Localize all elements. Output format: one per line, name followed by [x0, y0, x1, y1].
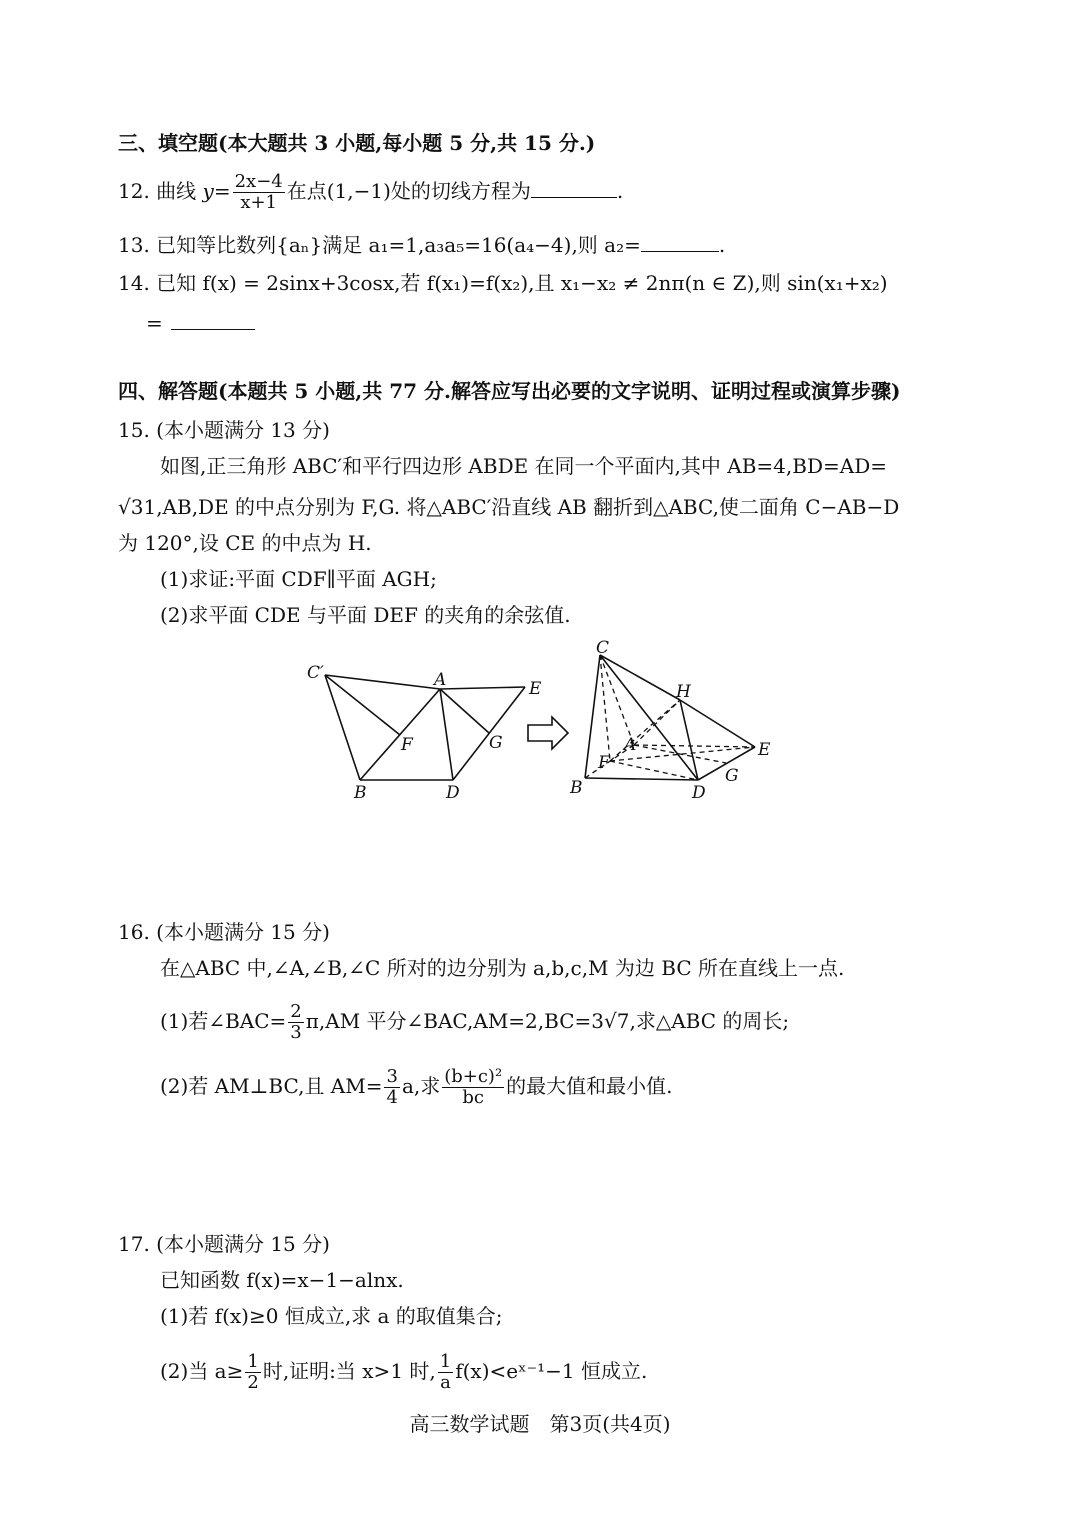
q17-subquestion-1: (1)若 f(x)≥0 恒成立,求 a 的取值集合;: [160, 1304, 503, 1328]
q17-s2-num: 1: [247, 1351, 259, 1372]
q17-title: 17. (本小题满分 15 分): [118, 1232, 330, 1256]
q17-subquestion-2: [160, 1352, 647, 1393]
q15-paragraph-3: 为 120°,设 CE 的中点为 H.: [118, 531, 372, 555]
q16-s2-num2: (b+c)²: [444, 1066, 503, 1087]
section3-header: 三、填空题(本大题共 3 小题,每小题 5 分,共 15 分.): [118, 131, 596, 155]
q16-s2-fraction-1: [384, 1067, 399, 1108]
q16-s2-pre: (2)若 AM⊥BC,且 AM=: [160, 1074, 383, 1098]
section4-header: 四、解答题(本题共 5 小题,共 77 分.解答应写出必要的文字说明、证明过程或演算步骤): [118, 379, 901, 403]
q13-end: .: [718, 233, 726, 257]
q16-s2-mid: a,求: [401, 1074, 441, 1098]
q17-s2-fraction-1: [245, 1352, 260, 1393]
q16-subquestion-2: [160, 1067, 673, 1108]
q12-answer-blank: [531, 179, 617, 198]
q16-s2-post: 的最大值和最小值.: [506, 1074, 673, 1098]
q17-s2-post: f(x)<eˣ⁻¹−1 恒成立.: [455, 1359, 648, 1383]
label-b-right: B: [570, 778, 583, 798]
q12-fraction: [233, 172, 285, 213]
label-c-prime: C′: [307, 663, 324, 683]
q13-text: 13. 已知等比数列{aₙ}满足 a₁=1,a₃a₅=16(a₄−4),则 a₂=: [118, 233, 641, 257]
label-e-right: E: [758, 740, 771, 760]
q17-s2-num2: 1: [439, 1351, 452, 1372]
q17-s2-mid: 时,证明:当 x>1 时,: [262, 1359, 436, 1383]
label-c-right: C: [596, 638, 610, 658]
q16-s2-num: 3: [386, 1066, 398, 1087]
question-13: [118, 232, 725, 258]
q16-s2-den2: bc: [462, 1087, 484, 1108]
q15-subquestion-2: (2)求平面 CDE 与平面 DEF 的夹角的余弦值.: [160, 603, 571, 627]
q15-subquestion-1: (1)求证:平面 CDF∥平面 AGH;: [160, 567, 437, 591]
label-f-left: F: [401, 735, 413, 755]
q16-s2-fraction-2: [442, 1067, 504, 1108]
question-14: 14. 已知 f(x) = 2sinx+3cosx,若 f(x₁)=f(x₂),且 x₁−x₂ ≠ 2nπ(n ∈ Z),则 sin(x₁+x₂): [118, 271, 888, 295]
q12-denominator: x+1: [240, 192, 277, 213]
label-a-left: A: [434, 670, 447, 690]
page-footer: 高三数学试题 第3页(共4页): [409, 1412, 671, 1436]
q16-s1-den: 3: [290, 1022, 302, 1043]
q16-s2-den: 4: [386, 1087, 398, 1108]
label-g-right: G: [725, 766, 739, 786]
q16-paragraph-1: 在△ABC 中,∠A,∠B,∠C 所对的边分别为 a,b,c,M 为边 BC 所在直线上一点.: [160, 956, 845, 980]
label-h-right: H: [676, 682, 691, 702]
label-e-left: E: [529, 679, 542, 699]
q15-paragraph-2: √31,AB,DE 的中点分别为 F,G. 将△ABC′沿直线 AB 翻折到△ABC,使二面角 C−AB−D: [118, 495, 900, 519]
right-arrow-icon: [528, 717, 568, 749]
q12-label: 12. 曲线: [118, 179, 197, 203]
q15-title: 15. (本小题满分 13 分): [118, 418, 330, 442]
q17-s2-den2: a: [440, 1372, 451, 1393]
q16-s1-fraction: [288, 1002, 303, 1043]
label-d-left: D: [446, 783, 460, 803]
q17-s2-den: 2: [247, 1372, 259, 1393]
q14-equals: =: [146, 311, 163, 335]
q16-s1-post: π,AM 平分∠BAC,AM=2,BC=3√7,求△ABC 的周长;: [305, 1009, 790, 1033]
question-12: [118, 172, 623, 213]
left-flat-figure: [325, 675, 525, 780]
label-b-left: B: [354, 783, 367, 803]
q12-y-eq: y=: [202, 179, 231, 203]
q16-title: 16. (本小题满分 15 分): [118, 920, 330, 944]
q16-subquestion-1: [160, 1002, 789, 1043]
label-g-left: G: [489, 733, 503, 753]
label-f-right: F: [598, 753, 610, 773]
q15-figure: [0, 635, 1080, 815]
q16-s1-pre: (1)若∠BAC=: [160, 1009, 287, 1033]
q17-s2-pre: (2)当 a≥: [160, 1359, 244, 1383]
q17-s2-fraction-2: [438, 1352, 453, 1393]
q16-s1-num: 2: [290, 1001, 302, 1022]
q12-text: 在点(1,−1)处的切线方程为: [286, 179, 531, 203]
label-a-right: A: [624, 735, 637, 755]
q12-end: .: [616, 179, 624, 203]
label-d-right: D: [692, 783, 706, 803]
q14-answer-blank: [171, 311, 255, 330]
question-14-line2: [146, 310, 255, 336]
q17-paragraph-1: 已知函数 f(x)=x−1−alnx.: [160, 1268, 404, 1292]
q15-paragraph-1: 如图,正三角形 ABC′和平行四边形 ABDE 在同一个平面内,其中 AB=4,BD=AD=: [160, 454, 887, 478]
q13-answer-blank: [641, 233, 719, 252]
q12-numerator: 2x−4: [234, 171, 283, 192]
